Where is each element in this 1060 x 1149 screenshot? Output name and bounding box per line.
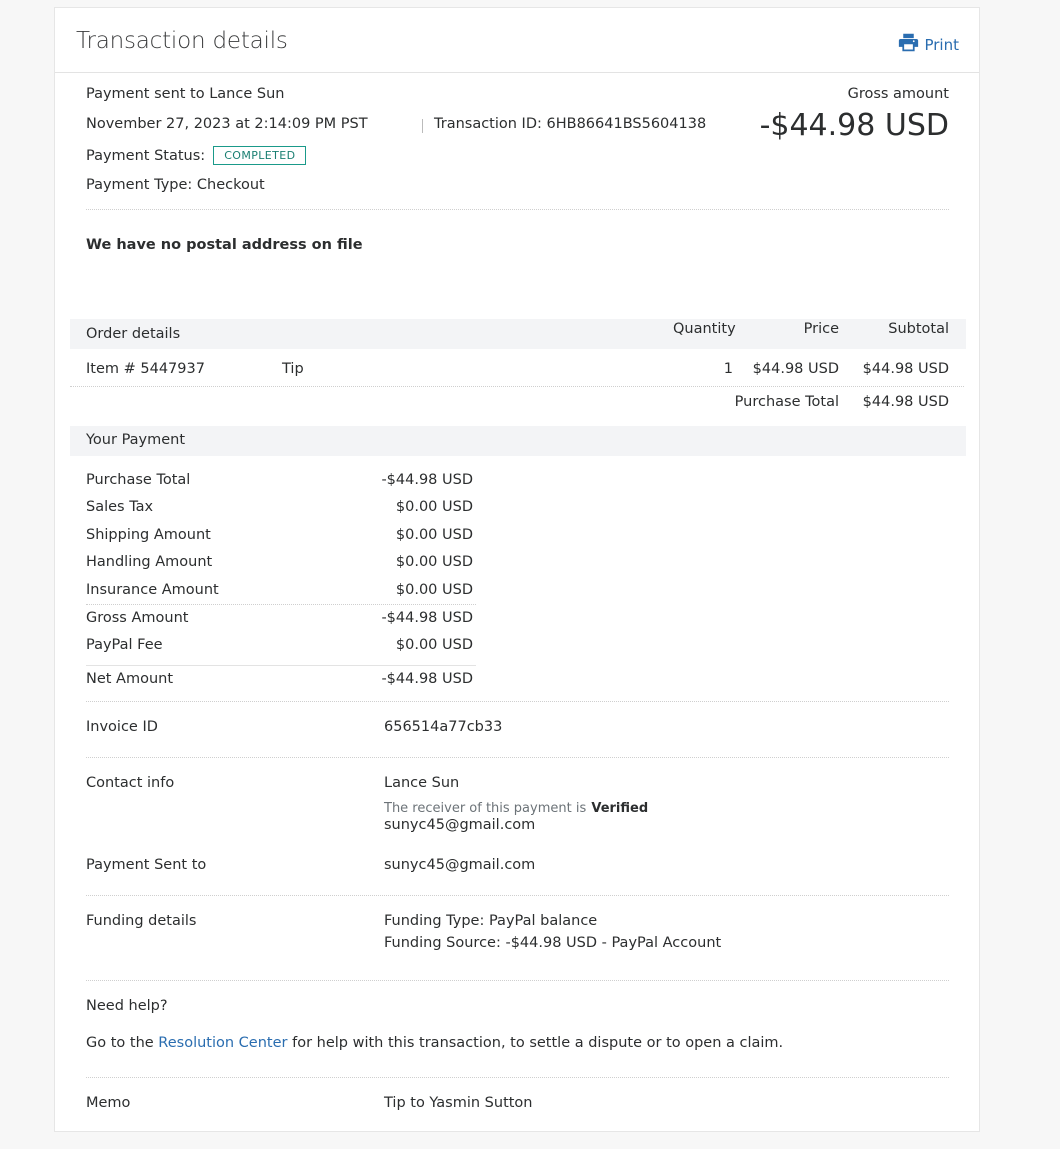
separator (422, 119, 423, 133)
payment-row-value: $0.00 USD (395, 582, 473, 598)
payment-row-label: Handling Amount (86, 554, 213, 570)
payment-row-label: Shipping Amount (86, 527, 211, 543)
purchase-total-label: Purchase Total (734, 394, 839, 410)
payment-row-label: Insurance Amount (86, 582, 219, 598)
invoice-id-value: 656514a77cb33 (384, 719, 503, 735)
item-quantity: 1 (723, 361, 733, 377)
item-price: $44.98 USD (752, 361, 839, 377)
transaction-datetime: November 27, 2023 at 2:14:09 PM PST (86, 116, 368, 132)
price-column-header: Price (803, 321, 839, 337)
payment-divider (86, 604, 476, 605)
transaction-details-card (54, 7, 980, 1132)
printer-icon (898, 32, 919, 57)
payment-row-label: Purchase Total (86, 472, 191, 488)
payment-row-label: Gross Amount (86, 610, 189, 626)
payment-row-value: $0.00 USD (395, 527, 473, 543)
page-title: Transaction details (76, 28, 288, 54)
payment-row-label: PayPal Fee (86, 637, 163, 653)
order-details-heading: Order details (86, 326, 181, 342)
funding-details-label: Funding details (86, 913, 197, 929)
help-suffix: for help with this transaction, to settle a dispute or to open a claim. (292, 1035, 784, 1051)
invoice-id-label: Invoice ID (86, 719, 158, 735)
status-badge: COMPLETED (213, 146, 306, 165)
funding-type: Funding Type: PayPal balance (384, 913, 598, 929)
help-text (86, 1035, 783, 1051)
section-divider (86, 1077, 949, 1078)
item-subtotal: $44.98 USD (862, 361, 949, 377)
verified-status: Verified (591, 801, 649, 816)
payment-divider (86, 665, 476, 666)
section-divider (86, 701, 949, 702)
need-help-heading: Need help? (86, 998, 168, 1014)
payment-status (86, 146, 306, 165)
payment-type: Payment Type: Checkout (86, 177, 265, 193)
receiver-text: The receiver of this payment is (384, 801, 587, 816)
item-number: Item # 5447937 (86, 361, 205, 377)
purchase-total-value: $44.98 USD (862, 394, 949, 410)
payment-row-label: Net Amount (86, 671, 174, 687)
section-divider (86, 980, 949, 981)
payment-row-value: $0.00 USD (395, 637, 473, 653)
payment-row-value: -$44.98 USD (381, 671, 473, 687)
quantity-column-header: Quantity (673, 321, 736, 337)
print-label: Print (924, 35, 959, 54)
payment-row-value: $0.00 USD (395, 499, 473, 515)
gross-amount-label: Gross amount (847, 86, 949, 102)
subtotal-column-header: Subtotal (888, 321, 949, 337)
order-divider (70, 386, 964, 387)
transaction-id: Transaction ID: 6HB86641BS5604138 (434, 116, 707, 132)
gross-amount-value: -$44.98 USD (759, 108, 949, 143)
payment-row-value: $0.00 USD (395, 554, 473, 570)
section-divider (86, 757, 949, 758)
contact-name: Lance Sun (384, 775, 460, 791)
payment-sent-to-email: sunyc45@gmail.com (384, 857, 536, 873)
help-prefix: Go to the (86, 1035, 154, 1051)
payment-row-value: -$44.98 USD (381, 610, 473, 626)
section-divider (86, 895, 949, 896)
item-name: Tip (282, 361, 304, 377)
your-payment-heading: Your Payment (86, 432, 186, 448)
header-divider (55, 72, 979, 73)
memo-label: Memo (86, 1095, 131, 1111)
memo-value: Tip to Yasmin Sutton (384, 1095, 533, 1111)
payment-row-label: Sales Tax (86, 499, 154, 515)
summary-divider (86, 209, 949, 210)
payment-row-value: -$44.98 USD (381, 472, 473, 488)
funding-source: Funding Source: -$44.98 USD - PayPal Account (384, 935, 722, 951)
print-button[interactable] (898, 32, 959, 57)
receiver-verification (384, 797, 648, 816)
postal-address-note: We have no postal address on file (86, 237, 363, 253)
payment-sent-to-label: Payment Sent to (86, 857, 207, 873)
resolution-center-link[interactable]: Resolution Center (158, 1035, 288, 1051)
payment-sent-to-text: Payment sent to Lance Sun (86, 86, 285, 102)
your-payment-header (70, 426, 966, 456)
payment-status-label: Payment Status: (86, 148, 206, 164)
contact-info-label: Contact info (86, 775, 175, 791)
contact-email: sunyc45@gmail.com (384, 817, 536, 833)
